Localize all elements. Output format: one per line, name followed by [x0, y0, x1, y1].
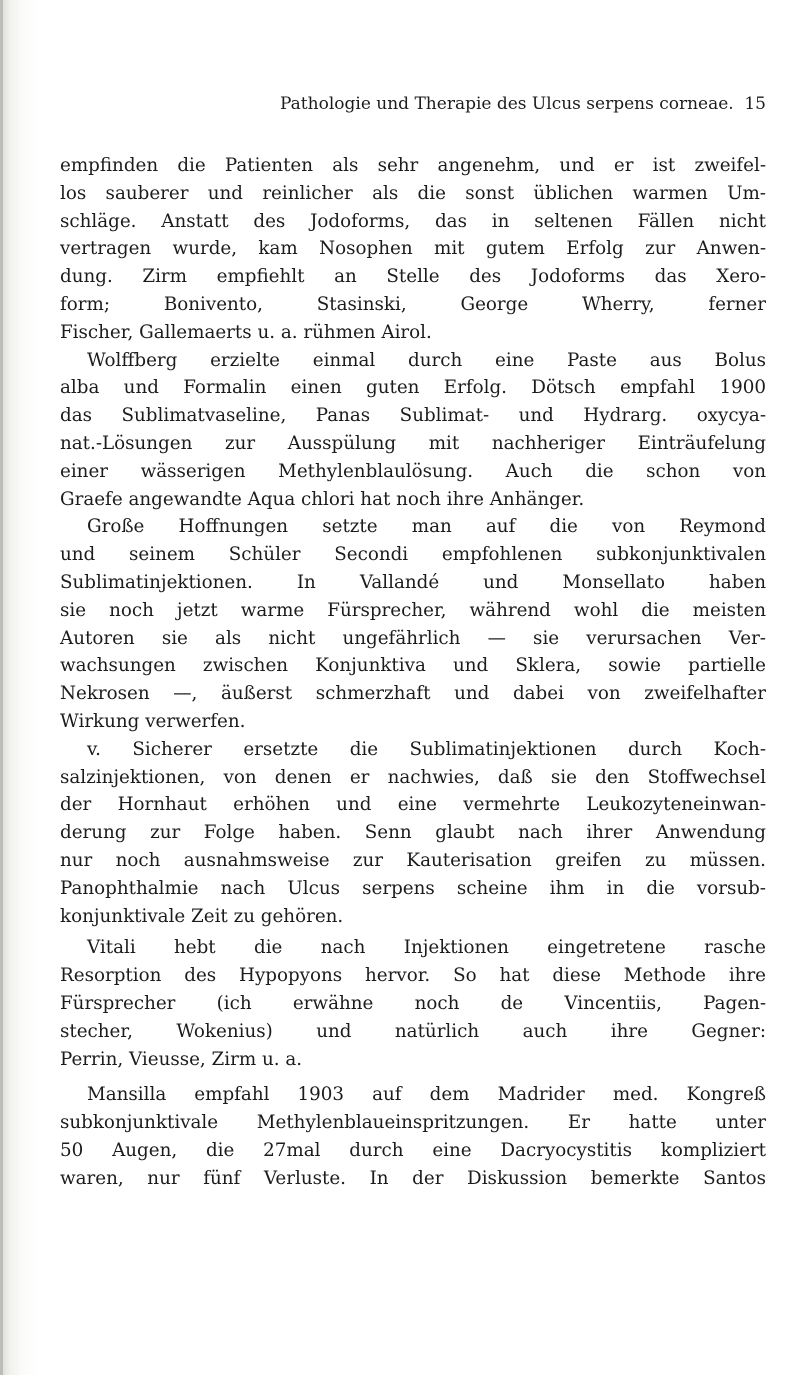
text-line: waren, nur fünf Verluste. In der Diskussion bemerkte Santos — [60, 1167, 766, 1189]
text-line: Autoren sie als nicht ungefährlich — sie verursachen Ver- — [60, 627, 766, 649]
text-line: form; Bonivento, Stasinski, George Wherry, ferner — [60, 293, 766, 315]
text-line: Perrin, Vieusse, Zirm u. a. — [60, 1048, 303, 1070]
text-line: vertragen wurde, kam Nosophen mit gutem Erfolg zur Anwen- — [60, 238, 766, 260]
text-line: v. Sicherer ersetzte die Sublimatinjektionen durch Koch- — [87, 738, 766, 760]
text-line: schläge. Anstatt des Jodoforms, das in seltenen Fällen nicht — [60, 210, 766, 232]
text-line: los sauberer und reinlicher als die sonst üblichen warmen Um- — [60, 182, 766, 204]
page-binding-edge — [0, 0, 3, 1375]
text-line: Mansilla empfahl 1903 auf dem Madrider med. Kongreß — [87, 1084, 766, 1106]
text-line: Panophthalmie nach Ulcus serpens scheine ihm in die vorsub- — [60, 877, 766, 899]
text-line: Vitali hebt die nach Injektionen eingetretene rasche — [87, 937, 766, 959]
paragraph-5 — [60, 934, 766, 1073]
text-line: subkonjunktivale Methylenblaueinspritzungen. Er hatte unter — [60, 1112, 766, 1134]
text-line: nur noch ausnahmsweise zur Kauterisation greifen zu müssen. — [60, 849, 766, 871]
text-line: einer wässerigen Methylenblaulösung. Auch die schon von — [60, 460, 766, 482]
text-line: Sublimatinjektionen. In Vallandé und Monsellato haben — [60, 571, 766, 593]
text-line: dung. Zirm empfiehlt an Stelle des Jodoforms das Xero- — [60, 266, 766, 288]
text-line: salzinjektionen, von denen er nachwies, daß sie den Stoffwechsel — [60, 766, 766, 788]
text-line: und seinem Schüler Secondi empfohlenen subkonjunktivalen — [60, 544, 766, 566]
text-line: Nekrosen —, äußerst schmerzhaft und dabei von zweifelhafter — [60, 683, 766, 705]
text-line: wachsungen zwischen Konjunktiva und Sklera, sowie partielle — [60, 655, 766, 677]
text-line: empfinden die Patienten als sehr angenehm, und er ist zweifel- — [60, 155, 766, 176]
text-line: Fischer, Gallemaerts u. a. rühmen Airol. — [60, 321, 432, 343]
text-line: konjunktivale Zeit zu gehören. — [60, 905, 344, 927]
text-line: nat.-Lösungen zur Ausspülung mit nachheriger Einträufelung — [60, 432, 766, 454]
text-line: Wolffberg erzielte einmal durch eine Paste aus Bolus — [87, 349, 766, 371]
text-line: stecher, Wokenius) und natürlich auch ihre Gegner: — [60, 1020, 766, 1042]
text-line: alba und Formalin einen guten Erfolg. Dötsch empfahl 1900 — [60, 377, 766, 399]
paragraph-1 — [60, 152, 766, 347]
text-line: das Sublimatvaseline, Panas Sublimat- und Hydrarg. oxycya- — [60, 405, 766, 427]
text-line: Fürsprecher (ich erwähne noch de Vincentiis, Pagen- — [60, 992, 766, 1014]
running-header-title: Pathologie und Therapie des Ulcus serpens corneae. — [280, 94, 734, 114]
text-line: der Hornhaut erhöhen und eine vermehrte Leukozyteneinwan- — [60, 794, 766, 816]
page-number: 15 — [744, 94, 766, 114]
paragraph-2 — [60, 347, 766, 514]
text-line: 50 Augen, die 27mal durch eine Dacryocystitis kompliziert — [60, 1139, 766, 1161]
text-line: Graefe angewandte Aqua chlori hat noch ihre Anhänger. — [60, 488, 585, 510]
paragraph-6 — [60, 1081, 766, 1192]
page-body — [60, 152, 766, 1192]
paragraph-3 — [60, 513, 766, 735]
running-header — [60, 84, 766, 124]
text-line: Wirkung verwerfen. — [60, 710, 246, 732]
text-line: Resorption des Hypopyons hervor. So hat diese Methode ihre — [60, 965, 766, 987]
text-line: derung zur Folge haben. Senn glaubt nach ihrer Anwendung — [60, 822, 766, 844]
text-line: Große Hoffnungen setzte man auf die von Reymond — [87, 516, 766, 538]
paragraph-4 — [60, 736, 766, 931]
text-line: sie noch jetzt warme Fürsprecher, während wohl die meisten — [60, 599, 766, 621]
